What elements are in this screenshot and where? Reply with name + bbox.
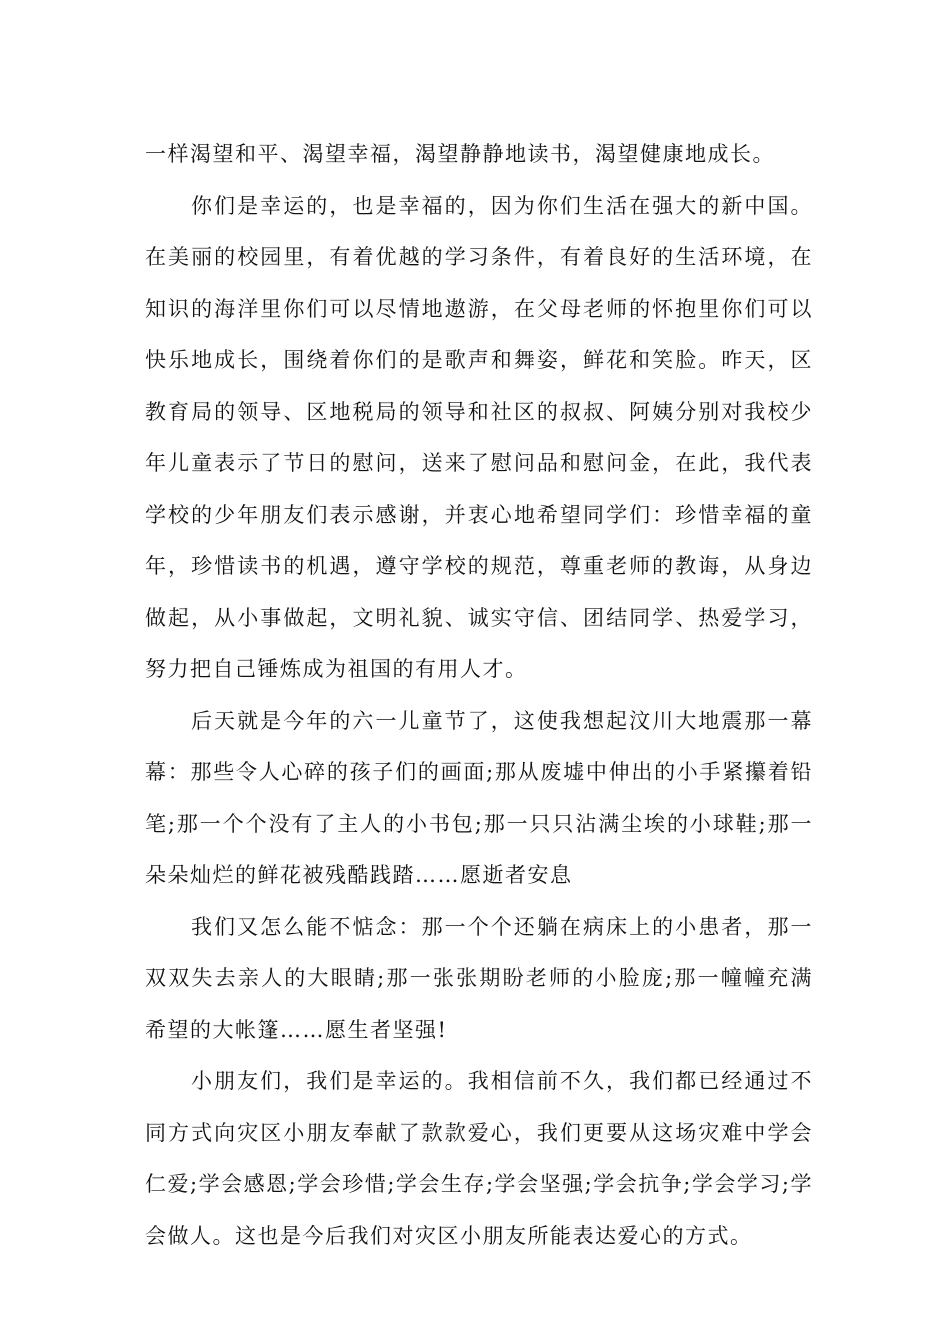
paragraph-lucky-happy: 你们是幸运的，也是幸福的，因为你们生活在强大的新中国。在美丽的校园里，有着优越的学习条件，有着良好的生活环境，在知识的海洋里你们可以尽情地遨游，在父母老师的怀抱里你们可以快乐地成长，围绕着你们的是歌声和舞姿，鲜花和笑脸。昨天，区教育局的领导、区地税局的领导和社区的叔叔、阿姨分别对我校少年儿童表示了节日的慰问，送来了慰问品和慰问金，在此，我代表学校的少年朋友们表示感谢，并衷心地希望同学们：珍惜幸福的童年，珍惜读书的机遇，遵守学校的规范，尊重老师的教诲，从身边做起，从小事做起，文明礼貌、诚实守信、团结同学、热爱学习，努力把自己锤炼成为祖国的有用人才。 (145, 193, 813, 681)
paragraph-continuation: 一样渴望和平、渴望幸福，渴望静静地读书，渴望健康地成长。 (145, 142, 775, 166)
paragraph-remembrance: 我们又怎么能不惦念：那一个个还躺在病床上的小患者，那一双双失去亲人的大眼睛;那一张张期盼老师的小脸庞;那一幢幢充满希望的大帐篷……愿生者坚强! (145, 914, 813, 1042)
paragraph-closing: 小朋友们，我们是幸运的。我相信前不久，我们都已经通过不同方式向灾区小朋友奉献了款款爱心，我们更要从这场灾难中学会仁爱;学会感恩;学会珍惜;学会生存;学会坚强;学会抗争;学会学习;学会做人。这也是今后我们对灾区小朋友所能表达爱心的方式。 (145, 1069, 813, 1248)
document-body (145, 129, 813, 1262)
paragraph-childrens-day: 后天就是今年的六一儿童节了，这使我想起汶川大地震那一幕幕：那些令人心碎的孩子们的画面;那从废墟中伸出的小手紧攥着铅笔;那一个个没有了主人的小书包;那一只只沾满尘埃的小球鞋;那一朵朵灿烂的鲜花被残酷践踏……愿逝者安息 (145, 708, 813, 887)
